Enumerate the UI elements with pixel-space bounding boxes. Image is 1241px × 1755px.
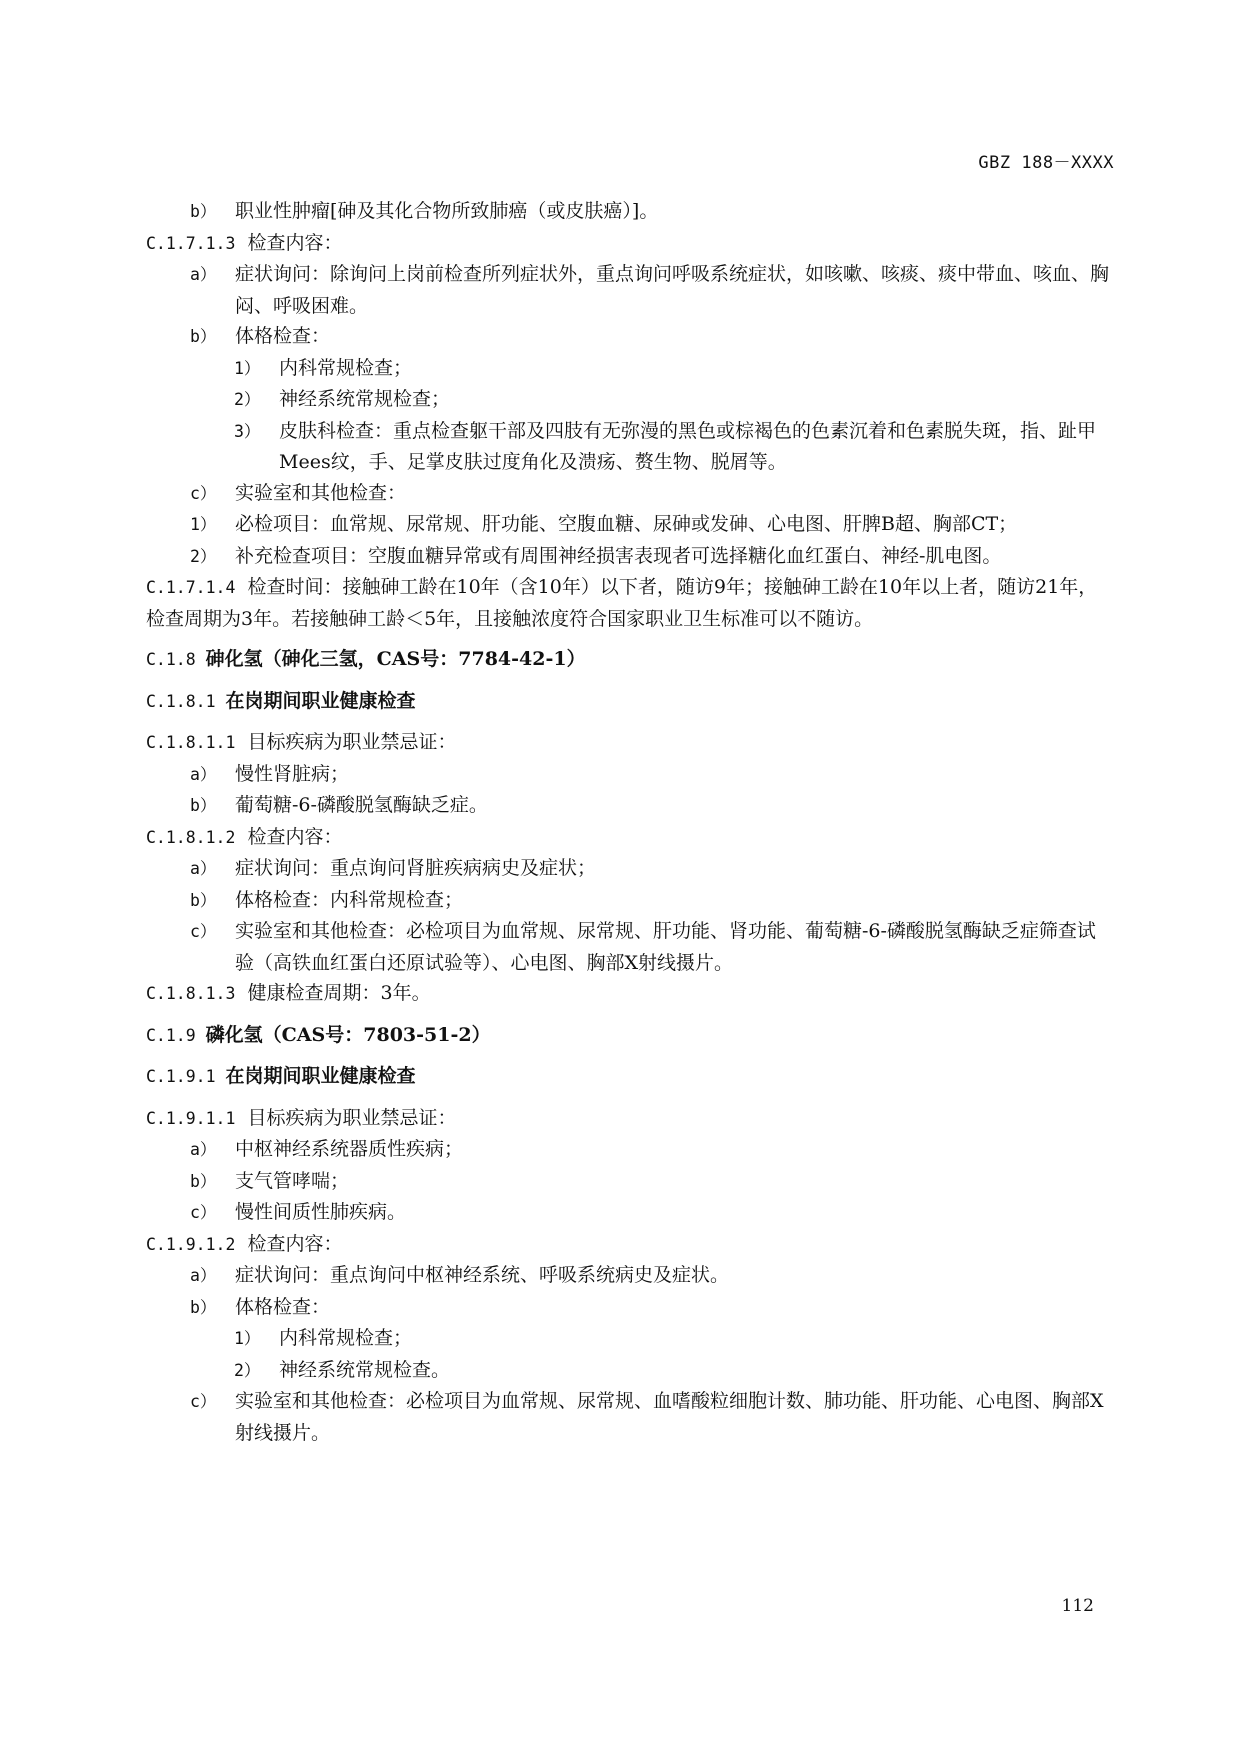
list-text: 职业性肿瘤[砷及其化合物所致肺癌（或皮肤癌）]。 — [235, 200, 659, 222]
list-text: 补充检查项目：空腹血糖异常或有周围神经损害表现者可选择糖化血红蛋白、神经-肌电图。 — [235, 544, 1002, 567]
list-text: 支气管哮喘； — [235, 1169, 350, 1192]
clause-number: C.1.9.1.1 — [146, 1108, 236, 1128]
list-text: 症状询问：重点询问中枢神经系统、呼吸系统病史及症状。 — [235, 1264, 730, 1286]
list-marker: b） — [190, 1171, 217, 1191]
list-marker: 1） — [234, 1329, 261, 1348]
list-text: 体格检查： — [235, 325, 331, 347]
list-marker: c） — [190, 922, 217, 941]
list-marker: 1） — [190, 515, 217, 534]
list-item — [146, 321, 1112, 353]
list-item — [146, 1260, 1112, 1292]
clause-text: 健康检查周期：3年。 — [247, 982, 431, 1004]
list-marker: b） — [190, 890, 217, 910]
list-item — [146, 1292, 1112, 1324]
sub-list-item — [146, 384, 1112, 416]
list-text: 葡萄糖-6-磷酸脱氢酶缺乏症。 — [235, 794, 488, 816]
section-title: 在岗期间职业健康检查 — [225, 1065, 416, 1087]
list-text: 慢性肾脏病； — [235, 762, 350, 785]
list-item — [146, 478, 1112, 510]
list-text: 皮肤科检查：重点检查躯干部及四肢有无弥漫的黑色或棕褐色的色素沉着和色素脱失斑，指、趾甲Mees纹，手、足掌皮肤过度角化及溃疡、赘生物、脱屑等。 — [279, 419, 1097, 473]
list-text: 症状询问：除询问上岗前检查所列症状外，重点询问呼吸系统症状，如咳嗽、咳痰、痰中带血、咳血、胸闷、呼吸困难。 — [235, 263, 1110, 317]
list-item — [146, 759, 1112, 791]
list-marker: c） — [190, 483, 217, 503]
subsection-heading — [146, 686, 1112, 718]
sub-list-item — [146, 509, 1112, 541]
list-item — [146, 1166, 1112, 1198]
list-marker: b） — [190, 327, 217, 346]
list-marker: c） — [190, 1203, 217, 1222]
list-text: 实验室和其他检查：必检项目为血常规、尿常规、肝功能、肾功能、葡萄糖-6-磷酸脱氢酶缺乏症筛查试验（高铁血红蛋白还原试验等）、心电图、胸部X射线摄片。 — [235, 920, 1096, 974]
section-title: 砷化氢（砷化三氢，CAS号：7784-42-1） — [205, 648, 586, 670]
list-marker: 1） — [234, 358, 261, 378]
clause — [146, 572, 1112, 634]
list-item — [146, 1197, 1112, 1229]
list-marker: a） — [190, 764, 217, 784]
sub-list-item — [146, 1355, 1112, 1387]
subsection-heading — [146, 1061, 1112, 1093]
document-header: GBZ 188－XXXX — [978, 153, 1114, 173]
clause — [146, 822, 1112, 854]
list-marker: b） — [190, 202, 217, 221]
list-item — [146, 1134, 1112, 1166]
list-text: 神经系统常规检查； — [279, 388, 451, 410]
list-marker: 2） — [234, 390, 261, 409]
clause — [146, 228, 1112, 260]
clause-number: C.1.8.1.1 — [146, 733, 236, 752]
clause — [146, 1229, 1112, 1261]
list-marker: a） — [190, 1266, 217, 1285]
clause-text: 目标疾病为职业禁忌证： — [247, 1106, 457, 1129]
list-text: 实验室和其他检查：必检项目为血常规、尿常规、血嗜酸粒细胞计数、肺功能、肝功能、心电图、胸部X射线摄片。 — [235, 1390, 1104, 1444]
clause-number: C.1.8.1.2 — [146, 827, 236, 847]
clause-number: C.1.7.1.3 — [146, 233, 236, 253]
clause — [146, 1103, 1112, 1135]
list-marker: b） — [190, 796, 217, 815]
list-item — [146, 259, 1112, 321]
list-text: 体格检查：内科常规检查； — [235, 888, 464, 911]
list-marker: a） — [190, 1140, 217, 1159]
list-item — [146, 790, 1112, 822]
list-marker: a） — [190, 265, 217, 284]
list-text: 必检项目：血常规、尿常规、肝功能、空腹血糖、尿砷或发砷、心电图、肝脾B超、胸部CT； — [235, 513, 1018, 535]
list-marker: c） — [190, 1392, 217, 1411]
section-number: C.1.8.1 — [146, 691, 216, 711]
page-number: 112 — [1061, 1596, 1094, 1616]
clause-number: C.1.8.1.3 — [146, 984, 236, 1003]
section-heading — [146, 1020, 1112, 1052]
list-marker: 2） — [234, 1360, 261, 1380]
section-number: C.1.9 — [146, 1025, 196, 1045]
section-number: C.1.8 — [146, 650, 196, 669]
section-title: 磷化氢（CAS号：7803-51-2） — [205, 1023, 491, 1046]
sub-list-item — [146, 353, 1112, 385]
list-text: 慢性间质性肺疾病。 — [235, 1201, 407, 1223]
list-marker: 2） — [190, 546, 217, 566]
clause-text: 检查内容： — [247, 231, 343, 254]
section-heading — [146, 644, 1112, 676]
list-marker: b） — [190, 1297, 217, 1317]
sub-list-item — [146, 416, 1112, 478]
sub-list-item — [146, 1323, 1112, 1355]
list-text: 中枢神经系统器质性疾病； — [235, 1138, 464, 1160]
list-item — [146, 1386, 1112, 1448]
sub-list-item — [146, 541, 1112, 573]
section-title: 在岗期间职业健康检查 — [225, 689, 416, 712]
document-body — [146, 196, 1112, 1448]
list-marker: a） — [190, 859, 217, 878]
list-item — [146, 853, 1112, 885]
clause-text: 检查内容： — [247, 825, 343, 848]
list-item — [146, 196, 1112, 228]
list-text: 实验室和其他检查： — [235, 481, 407, 504]
list-text: 体格检查： — [235, 1295, 331, 1318]
clause — [146, 978, 1112, 1010]
section-number: C.1.9.1 — [146, 1067, 216, 1086]
list-marker: 3） — [234, 421, 261, 441]
clause-number: C.1.7.1.4 — [146, 578, 236, 597]
clause-text: 检查内容： — [247, 1232, 343, 1255]
clause-text: 目标疾病为职业禁忌证： — [247, 731, 457, 753]
clause — [146, 727, 1112, 759]
list-item — [146, 885, 1112, 917]
list-text: 症状询问：重点询问肾脏疾病病史及症状； — [235, 857, 597, 879]
list-item — [146, 916, 1112, 978]
list-text: 内科常规检查； — [279, 1327, 413, 1349]
clause-text: 检查时间：接触砷工龄在10年（含10年）以下者，随访9年；接触砷工龄在10年以上者，随访21年，检查周期为3年。若接触砷工龄＜5年，且接触浓度符合国家职业卫生标准可以不随访。 — [146, 576, 1098, 630]
list-text: 神经系统常规检查。 — [279, 1358, 451, 1381]
clause-number: C.1.9.1.2 — [146, 1234, 236, 1254]
list-text: 内科常规检查； — [279, 356, 413, 379]
